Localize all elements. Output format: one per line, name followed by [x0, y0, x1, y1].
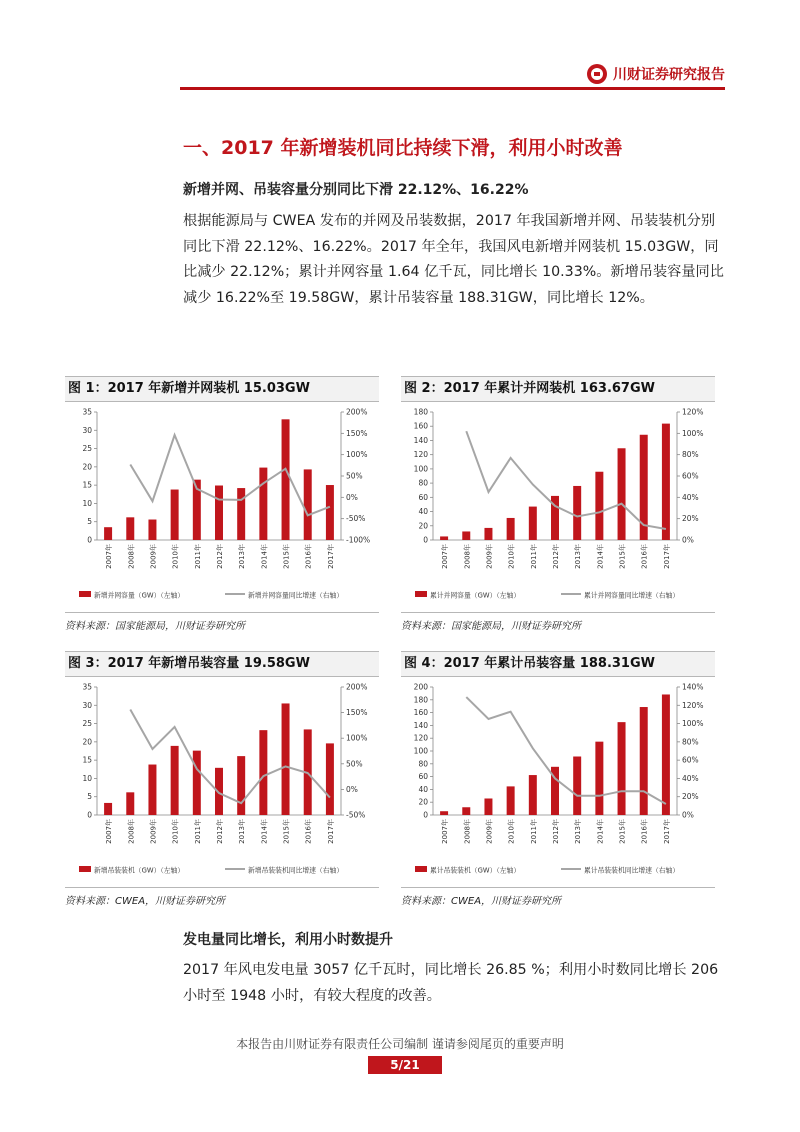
legend-bar-label: 新增并网容量（GW）（左轴）	[94, 591, 185, 600]
series-line	[130, 435, 330, 515]
y-tick-label: 0	[87, 535, 92, 545]
x-tick-label: 2016年	[640, 544, 649, 569]
bar	[259, 730, 267, 815]
y-tick-label: 120	[413, 450, 428, 460]
y-tick-label: 160	[413, 708, 428, 718]
y-tick-label: 60	[418, 492, 428, 502]
section1-body: 根据能源局与 CWEA 发布的并网及吊装数据，2017 年我国新增并网、吊装装机分别同比下滑 22.12%、16.22%。2017 年全年，我国风电新增并网装机 15.03GW，同比减少 22.12%；累计并网容量 1.64 亿千瓦，同比增长 10.33%。新增吊装容量同比减少 16.22%至 19.58GW，累计吊装容量 188.31GW，同比增长 12%。	[183, 213, 724, 306]
bar	[462, 807, 470, 815]
y2-tick-label: 60%	[682, 755, 699, 765]
x-tick-label: 2014年	[596, 819, 605, 844]
figure-title: 图 3：2017 年新增吊装容量 19.58GW	[65, 651, 379, 677]
bar	[237, 756, 245, 815]
y-tick-label: 5	[87, 792, 92, 802]
y2-tick-label: 60%	[682, 471, 699, 481]
x-tick-label: 2011年	[529, 544, 538, 569]
x-tick-label: 2016年	[640, 819, 649, 844]
figure-source: 资料来源：CWEA，川财证券研究所	[401, 887, 715, 907]
x-tick-label: 2016年	[304, 544, 313, 569]
x-tick-label: 2016年	[304, 819, 313, 844]
y-tick-label: 140	[413, 435, 428, 445]
y-tick-label: 100	[413, 464, 428, 474]
bar	[126, 517, 134, 540]
figure-title: 图 4：2017 年累计吊装容量 188.31GW	[401, 651, 715, 677]
y-tick-label: 120	[413, 733, 428, 743]
bar	[237, 488, 245, 540]
x-tick-label: 2009年	[485, 819, 494, 844]
y-tick-label: 30	[82, 700, 92, 710]
figure-title: 图 1：2017 年新增并网装机 15.03GW	[65, 376, 379, 402]
chart-2	[401, 402, 715, 612]
y2-tick-label: 150%	[346, 708, 368, 718]
bar	[440, 811, 448, 815]
legend-line-label: 新增并网容量同比增速（右轴）	[248, 591, 344, 600]
y-tick-label: 25	[82, 719, 92, 729]
bar	[126, 792, 134, 815]
x-tick-label: 2010年	[171, 544, 180, 569]
bar	[573, 486, 581, 540]
bar	[640, 707, 648, 815]
chart-3	[65, 677, 379, 887]
y2-tick-label: 100%	[346, 733, 368, 743]
bar	[595, 742, 603, 815]
y2-tick-label: 50%	[346, 471, 363, 481]
x-tick-label: 2008年	[127, 544, 136, 569]
y2-tick-label: 40%	[682, 492, 699, 502]
bar	[171, 490, 179, 540]
y-tick-label: 25	[82, 444, 92, 454]
x-tick-label: 2010年	[507, 544, 516, 569]
y2-tick-label: 140%	[682, 682, 704, 692]
x-tick-label: 2011年	[193, 819, 202, 844]
y2-tick-label: 20%	[682, 514, 699, 524]
bar	[484, 798, 492, 815]
section2-body: 2017 年风电发电量 3057 亿千瓦时，同比增长 26.85 %；利用小时数同比增长 206 小时至 1948 小时，有较大程度的改善。	[183, 962, 719, 1004]
figure-source: 资料来源：CWEA，川财证券研究所	[65, 887, 379, 907]
y-tick-label: 80	[418, 478, 428, 488]
y2-tick-label: 50%	[346, 759, 363, 769]
bar	[462, 531, 470, 540]
x-tick-label: 2012年	[216, 819, 224, 844]
y-tick-label: 5	[87, 517, 92, 527]
y-tick-label: 10	[82, 498, 92, 508]
y2-tick-label: 0%	[682, 535, 694, 545]
bar	[104, 803, 112, 815]
y2-tick-label: -50%	[346, 514, 366, 524]
bar	[507, 786, 515, 815]
bar	[618, 722, 626, 815]
bar	[529, 775, 537, 815]
y-tick-label: 35	[82, 682, 92, 692]
y2-tick-label: 80%	[682, 737, 699, 747]
y-tick-label: 35	[82, 407, 92, 417]
bar	[529, 507, 537, 540]
figure-3	[65, 651, 379, 907]
bar	[282, 703, 290, 815]
bar	[662, 694, 670, 815]
legend-line-label: 累计吊装装机同比增速（右轴）	[584, 866, 680, 875]
y-tick-label: 140	[413, 720, 428, 730]
y-tick-label: 180	[413, 407, 428, 417]
x-tick-label: 2012年	[552, 544, 560, 569]
y2-tick-label: 80%	[682, 450, 699, 460]
y-tick-label: 0	[423, 535, 428, 545]
y2-tick-label: 150%	[346, 428, 368, 438]
figure-title: 图 2：2017 年累计并网装机 163.67GW	[401, 376, 715, 402]
bar	[215, 486, 223, 540]
figure-source: 资料来源：国家能源局，川财证券研究所	[401, 612, 715, 632]
header-brand	[587, 64, 725, 84]
x-tick-label: 2007年	[105, 544, 114, 569]
legend-bar-label: 新增吊装装机（GW）（左轴）	[94, 866, 185, 875]
y2-tick-label: -50%	[346, 810, 366, 820]
section1-subhead: 新增并网、吊装容量分别同比下滑 22.12%、16.22%	[183, 182, 529, 198]
x-tick-label: 2010年	[171, 819, 180, 844]
y-tick-label: 80	[418, 759, 428, 769]
legend-bar-label: 累计吊装装机（GW）（左轴）	[430, 866, 521, 875]
bar	[507, 518, 515, 540]
section2-subhead: 发电量同比增长，利用小时数提升	[183, 932, 393, 948]
series-line	[466, 431, 666, 529]
y2-tick-label: 20%	[682, 792, 699, 802]
x-tick-label: 2017年	[326, 819, 335, 844]
footer-disclaimer: 本报告由川财证券有限责任公司编制 谨请参阅尾页的重要声明	[236, 1037, 564, 1051]
y2-tick-label: 40%	[682, 773, 699, 783]
legend-bar-swatch	[79, 591, 91, 597]
chart-1	[65, 402, 379, 612]
y-tick-label: 20	[82, 462, 92, 472]
bar	[662, 424, 670, 540]
series-line	[130, 710, 330, 804]
y-tick-label: 15	[82, 480, 92, 490]
legend-bar-swatch	[415, 591, 427, 597]
bar	[484, 528, 492, 540]
x-tick-label: 2014年	[596, 544, 605, 569]
legend-bar-label: 累计并网容量（GW）（左轴）	[430, 591, 521, 600]
legend-bar-swatch	[415, 866, 427, 872]
y-tick-label: 10	[82, 773, 92, 783]
y2-tick-label: 100%	[346, 450, 368, 460]
x-tick-label: 2015年	[618, 544, 627, 569]
x-tick-label: 2007年	[441, 544, 450, 569]
y-tick-label: 40	[418, 784, 428, 794]
chart-4	[401, 677, 715, 887]
bar	[259, 468, 267, 540]
bar	[440, 536, 448, 540]
bar	[326, 743, 334, 815]
x-tick-label: 2013年	[574, 544, 583, 569]
figure-source: 资料来源：国家能源局，川财证券研究所	[65, 612, 379, 632]
x-tick-label: 2013年	[238, 544, 247, 569]
x-tick-label: 2013年	[574, 819, 583, 844]
figure-1	[65, 376, 379, 632]
y-tick-label: 160	[413, 421, 428, 431]
x-tick-label: 2008年	[463, 544, 472, 569]
legend-line-label: 累计并网容量同比增速（右轴）	[584, 591, 680, 600]
y-tick-label: 30	[82, 425, 92, 435]
y2-tick-label: 0%	[346, 784, 358, 794]
y-tick-label: 0	[423, 810, 428, 820]
header-rule	[180, 87, 725, 90]
bar	[171, 746, 179, 815]
x-tick-label: 2012年	[216, 544, 224, 569]
y-tick-label: 40	[418, 507, 428, 517]
figure-2	[401, 376, 715, 632]
legend-line-label: 新增吊装装机同比增速（右轴）	[248, 866, 344, 875]
y-tick-label: 20	[418, 521, 428, 531]
x-tick-label: 2013年	[238, 819, 247, 844]
y-tick-label: 200	[413, 682, 428, 692]
x-tick-label: 2014年	[260, 819, 269, 844]
bar	[282, 419, 290, 540]
bar	[595, 472, 603, 540]
brand-text: 川财证券研究报告	[613, 67, 725, 83]
y2-tick-label: 200%	[346, 682, 368, 692]
y-tick-label: 20	[82, 737, 92, 747]
y2-tick-label: 0%	[346, 492, 358, 502]
bar	[304, 469, 312, 540]
y2-tick-label: -100%	[346, 535, 371, 545]
x-tick-label: 2008年	[463, 819, 472, 844]
x-tick-label: 2015年	[282, 819, 291, 844]
company-logo-icon	[587, 64, 607, 84]
x-tick-label: 2017年	[662, 544, 671, 569]
x-tick-label: 2007年	[105, 819, 114, 844]
x-tick-label: 2017年	[326, 544, 335, 569]
y2-tick-label: 200%	[346, 407, 368, 417]
legend-bar-swatch	[79, 866, 91, 872]
x-tick-label: 2015年	[282, 544, 291, 569]
figure-4	[401, 651, 715, 907]
y-tick-label: 180	[413, 695, 428, 705]
bar	[193, 751, 201, 815]
bar	[148, 765, 156, 815]
bar	[326, 485, 334, 540]
bar	[148, 520, 156, 540]
bar	[618, 448, 626, 540]
y2-tick-label: 100%	[682, 428, 704, 438]
bar	[573, 757, 581, 815]
series-line	[466, 697, 666, 804]
x-tick-label: 2015年	[618, 819, 627, 844]
x-tick-label: 2008年	[127, 819, 136, 844]
y-tick-label: 15	[82, 755, 92, 765]
y2-tick-label: 120%	[682, 700, 704, 710]
x-tick-label: 2011年	[193, 544, 202, 569]
y2-tick-label: 100%	[682, 719, 704, 729]
x-tick-label: 2012年	[552, 819, 560, 844]
y2-tick-label: 120%	[682, 407, 704, 417]
x-tick-label: 2017年	[662, 819, 671, 844]
x-tick-label: 2009年	[149, 819, 158, 844]
bar	[104, 527, 112, 540]
y-tick-label: 100	[413, 746, 428, 756]
section-title: 一、2017 年新增装机同比持续下滑，利用小时改善	[183, 137, 623, 159]
page-number: 5/21	[368, 1056, 442, 1074]
x-tick-label: 2010年	[507, 819, 516, 844]
x-tick-label: 2011年	[529, 819, 538, 844]
x-tick-label: 2009年	[149, 544, 158, 569]
y-tick-label: 60	[418, 772, 428, 782]
y-tick-label: 0	[87, 810, 92, 820]
x-tick-label: 2009年	[485, 544, 494, 569]
y2-tick-label: 0%	[682, 810, 694, 820]
x-tick-label: 2007年	[441, 819, 450, 844]
x-tick-label: 2014年	[260, 544, 269, 569]
y-tick-label: 20	[418, 797, 428, 807]
